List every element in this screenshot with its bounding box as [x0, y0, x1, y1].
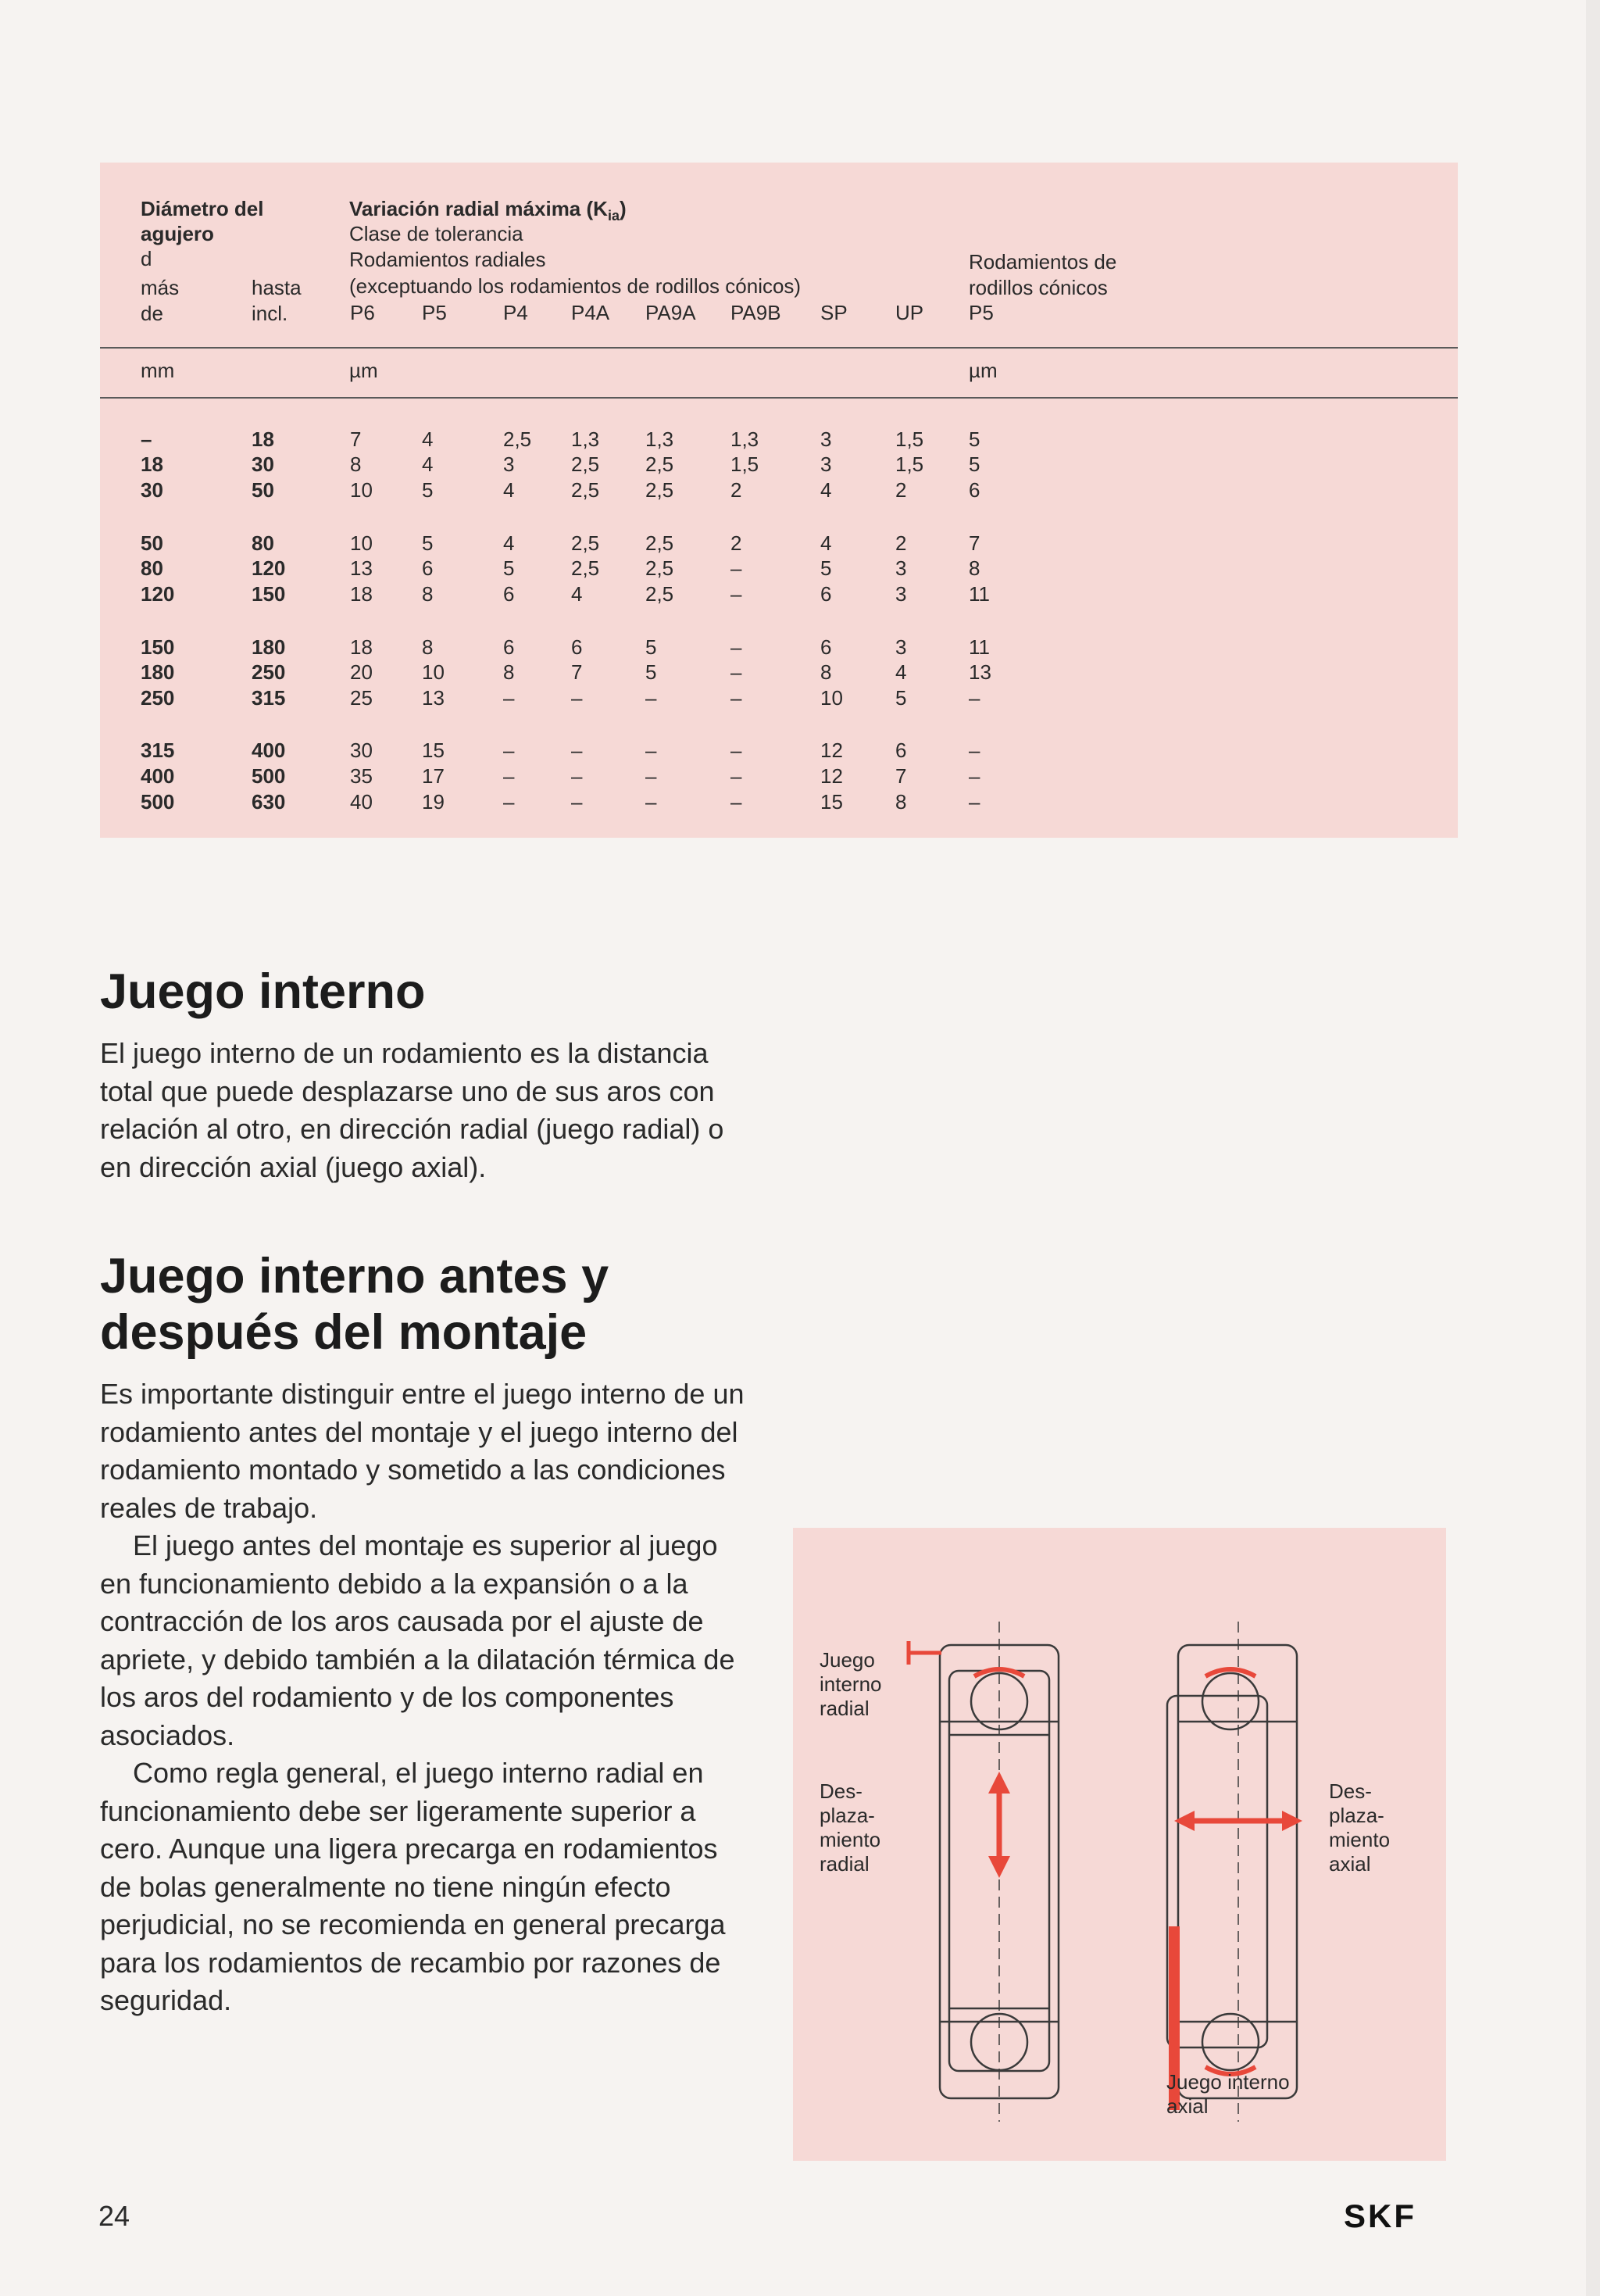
table-cell: –: [730, 660, 742, 684]
table-cell: –: [730, 556, 742, 580]
table-cell: 400: [141, 764, 175, 788]
unit-mm: mm: [141, 359, 175, 382]
table-cell: 250: [252, 660, 286, 684]
table-cell: 500: [141, 790, 175, 814]
table-cell: –: [571, 764, 583, 788]
table-cell: 6: [820, 582, 832, 606]
table-cell: 15: [422, 739, 445, 762]
table-cell: 2: [730, 478, 742, 502]
col-header-hasta: hasta: [252, 276, 302, 299]
table-cell: 3: [820, 427, 832, 451]
table-cell: –: [730, 790, 742, 814]
section-title: Juego interno: [100, 964, 426, 1019]
table-cell: 4: [503, 531, 515, 555]
table-cell: 2,5: [571, 452, 600, 476]
table-cell: 2: [730, 531, 742, 555]
table-cell: 150: [141, 635, 175, 659]
col-header-mas: más: [141, 276, 180, 299]
table-cell: –: [969, 739, 980, 762]
class-P5: P5: [422, 301, 447, 324]
table-cell: –: [730, 686, 742, 710]
table-rule: [100, 347, 1458, 349]
table-title: Variación radial máxima $(K_{ia})$: [349, 197, 627, 224]
table-cell: 17: [422, 764, 445, 788]
table-cell: 5: [503, 556, 515, 580]
table-cell: 250: [141, 686, 175, 710]
table-cell: –: [571, 686, 583, 710]
table-cell: 7: [350, 427, 362, 451]
table-cell: 2: [895, 478, 907, 502]
paragraph: El juego interno de un rodamiento es la distancia total que puede desplazarse uno de sus aros con relación al otro, en dirección radial (juego radial) o en dirección axial (juego axial).: [100, 1037, 724, 1183]
table-cell: 2,5: [645, 531, 674, 555]
table-cell: 4: [820, 478, 832, 502]
skf-logo: SKF: [1344, 2198, 1416, 2234]
table-cell: 18: [141, 452, 163, 476]
table-cell: 5: [422, 478, 434, 502]
table-cell: 4: [422, 452, 434, 476]
section-body: [100, 1375, 756, 2020]
table-cell: 1,5: [730, 452, 759, 476]
table-cell: 6: [422, 556, 434, 580]
table-cell: –: [969, 686, 980, 710]
table-cell: –: [571, 790, 583, 814]
table-cell: 13: [969, 660, 991, 684]
table-cell: 120: [141, 582, 175, 606]
table-cell: 30: [141, 478, 163, 502]
class-SP: SP: [820, 301, 848, 324]
unit-um: µm: [349, 359, 378, 382]
table-cell: 150: [252, 582, 286, 606]
unit-um-conicos: µm: [969, 359, 998, 382]
table-cell: 2,5: [645, 478, 674, 502]
class-P6: P6: [350, 301, 375, 324]
table-cell: 6: [969, 478, 980, 502]
paragraph: Es importante distinguir entre el juego interno de un rodamiento antes del montaje y el juego interno del rodamiento montado y sometido a las condiciones reales de trabajo.: [100, 1378, 745, 1524]
table-cell: 12: [820, 739, 843, 762]
paragraph: Como regla general, el juego interno radial en funcionamiento debe ser ligeramente superior a cero. Aunque una ligera precarga en rodamientos de bolas generalmente no tiene ningún efecto perjudicial, no se recomienda en general precarga para los rodamientos de recambio por razones de seguridad.: [100, 1757, 726, 2016]
table-cell: 2,5: [645, 556, 674, 580]
table-cell: 5: [645, 660, 657, 684]
class-UP: UP: [895, 301, 924, 324]
table-cell: –: [645, 686, 657, 710]
table-cell: 7: [895, 764, 907, 788]
class-PA9A: PA9A: [645, 301, 696, 324]
table-cell: 6: [503, 582, 515, 606]
table-cell: 2,5: [571, 556, 600, 580]
col-header-incl: incl.: [252, 302, 288, 325]
rodamientos-radiales: Rodamientos radiales: [349, 248, 546, 271]
table-cell: 25: [350, 686, 373, 710]
table-cell: 10: [350, 478, 373, 502]
table-cell: –: [645, 764, 657, 788]
table-cell: 3: [895, 556, 907, 580]
table-cell: 2,5: [645, 452, 674, 476]
table-cell: 80: [141, 556, 163, 580]
label-juego-interno-axial: Juego interno axial: [1166, 2070, 1290, 2118]
table-rule: [100, 397, 1458, 399]
table-cell: –: [969, 790, 980, 814]
col-header-de: de: [141, 302, 163, 325]
table-cell: –: [645, 790, 657, 814]
table-cell: 2,5: [503, 427, 532, 451]
table-cell: 13: [422, 686, 445, 710]
col-header-agujero: agujero: [141, 222, 214, 245]
table-cell: 180: [141, 660, 175, 684]
col-header-diametro: Diámetro del: [141, 197, 264, 220]
table-cell: 180: [252, 635, 286, 659]
table-cell: 500: [252, 764, 286, 788]
label-juego-interno-radial: Juego interno radial: [820, 1648, 882, 1720]
table-cell: 400: [252, 739, 286, 762]
table-cell: 80: [252, 531, 274, 555]
table-cell: 11: [969, 635, 990, 659]
table-cell: –: [730, 582, 742, 606]
exceptuando-note: (exceptuando los rodamientos de rodillos cónicos): [349, 274, 802, 298]
table-cell: 8: [422, 582, 434, 606]
table-cell: 1,5: [895, 452, 924, 476]
table-cell: –: [503, 686, 515, 710]
table-cell: 8: [969, 556, 980, 580]
label-desplazamiento-axial: Des- plaza- miento axial: [1329, 1779, 1391, 1876]
table-cell: 8: [820, 660, 832, 684]
page-edge: [1586, 0, 1600, 2296]
table-cell: 5: [422, 531, 434, 555]
table-cell: 18: [350, 582, 373, 606]
table-cell: 7: [571, 660, 583, 684]
section-title: Juego interno antes y después del montaje: [100, 1249, 609, 1360]
table-cell: 2,5: [571, 478, 600, 502]
table-cell: –: [503, 764, 515, 788]
table-cell: 2: [895, 531, 907, 555]
table-cell: 50: [141, 531, 163, 555]
rodamientos-conicos-2: rodillos cónicos: [969, 276, 1108, 299]
table-cell: 6: [895, 739, 907, 762]
table-cell: –: [571, 739, 583, 762]
paragraph: El juego antes del montaje es superior al juego en funcionamiento debido a la expansión o a la contracción de los aros causada por el ajuste de apriete, y debido también a la dilatación térmica de los aros del rodamiento y de los componentes asociados.: [100, 1529, 735, 1751]
table-cell: 10: [422, 660, 445, 684]
table-cell: 12: [820, 764, 843, 788]
clase-tolerancia: Clase de tolerancia: [349, 222, 523, 245]
table-cell: 10: [820, 686, 843, 710]
table-cell: 3: [895, 635, 907, 659]
table-cell: 630: [252, 790, 286, 814]
table-cell: 50: [252, 478, 274, 502]
table-cell: 18: [252, 427, 274, 451]
table-cell: 5: [969, 427, 980, 451]
col-header-d: d: [141, 247, 152, 270]
clearance-figure: [793, 1528, 1446, 2161]
class-P4: P4: [503, 301, 528, 324]
table-cell: 6: [503, 635, 515, 659]
table-cell: 1,3: [645, 427, 674, 451]
table-cell: 3: [503, 452, 515, 476]
rodamientos-conicos-1: Rodamientos de: [969, 250, 1117, 274]
table-cell: 4: [503, 478, 515, 502]
table-cell: 8: [422, 635, 434, 659]
table-cell: –: [645, 739, 657, 762]
label-desplazamiento-radial: Des- plaza- miento radial: [820, 1779, 881, 1876]
class-P4A: P4A: [571, 301, 610, 324]
table-cell: 4: [820, 531, 832, 555]
table-cell: 8: [350, 452, 362, 476]
table-cell: –: [503, 790, 515, 814]
table-cell: 1,5: [895, 427, 924, 451]
table-cell: 11: [969, 582, 990, 606]
table-cell: 315: [141, 739, 175, 762]
table-cell: 1,3: [730, 427, 759, 451]
table-cell: 7: [969, 531, 980, 555]
table-cell: 13: [350, 556, 373, 580]
table-cell: 2,5: [645, 582, 674, 606]
table-cell: 5: [820, 556, 832, 580]
table-cell: 3: [820, 452, 832, 476]
table-cell: –: [730, 635, 742, 659]
table-cell: 3: [895, 582, 907, 606]
table-cell: 10: [350, 531, 373, 555]
table-cell: 4: [895, 660, 907, 684]
class-P5-conicos: P5: [969, 301, 994, 324]
tolerance-table: [100, 163, 1458, 838]
table-cell: 5: [969, 452, 980, 476]
table-cell: –: [969, 764, 980, 788]
table-cell: 2,5: [571, 531, 600, 555]
table-cell: 5: [645, 635, 657, 659]
table-cell: 6: [820, 635, 832, 659]
table-cell: 4: [571, 582, 583, 606]
page-number: 24: [98, 2200, 130, 2232]
table-cell: 30: [252, 452, 274, 476]
table-cell: 120: [252, 556, 286, 580]
table-cell: 4: [422, 427, 434, 451]
table-cell: 20: [350, 660, 373, 684]
table-cell: –: [730, 764, 742, 788]
table-cell: –: [503, 739, 515, 762]
table-cell: 30: [350, 739, 373, 762]
table-cell: 8: [895, 790, 907, 814]
table-cell: 40: [350, 790, 373, 814]
section-body: [100, 1035, 756, 1186]
table-cell: 19: [422, 790, 445, 814]
table-cell: –: [141, 427, 152, 451]
table-cell: 18: [350, 635, 373, 659]
table-cell: 8: [503, 660, 515, 684]
table-cell: 5: [895, 686, 907, 710]
table-cell: 35: [350, 764, 373, 788]
table-cell: 315: [252, 686, 286, 710]
table-cell: –: [730, 739, 742, 762]
class-PA9B: PA9B: [730, 301, 781, 324]
table-cell: 1,3: [571, 427, 600, 451]
table-cell: 15: [820, 790, 843, 814]
table-cell: 6: [571, 635, 583, 659]
